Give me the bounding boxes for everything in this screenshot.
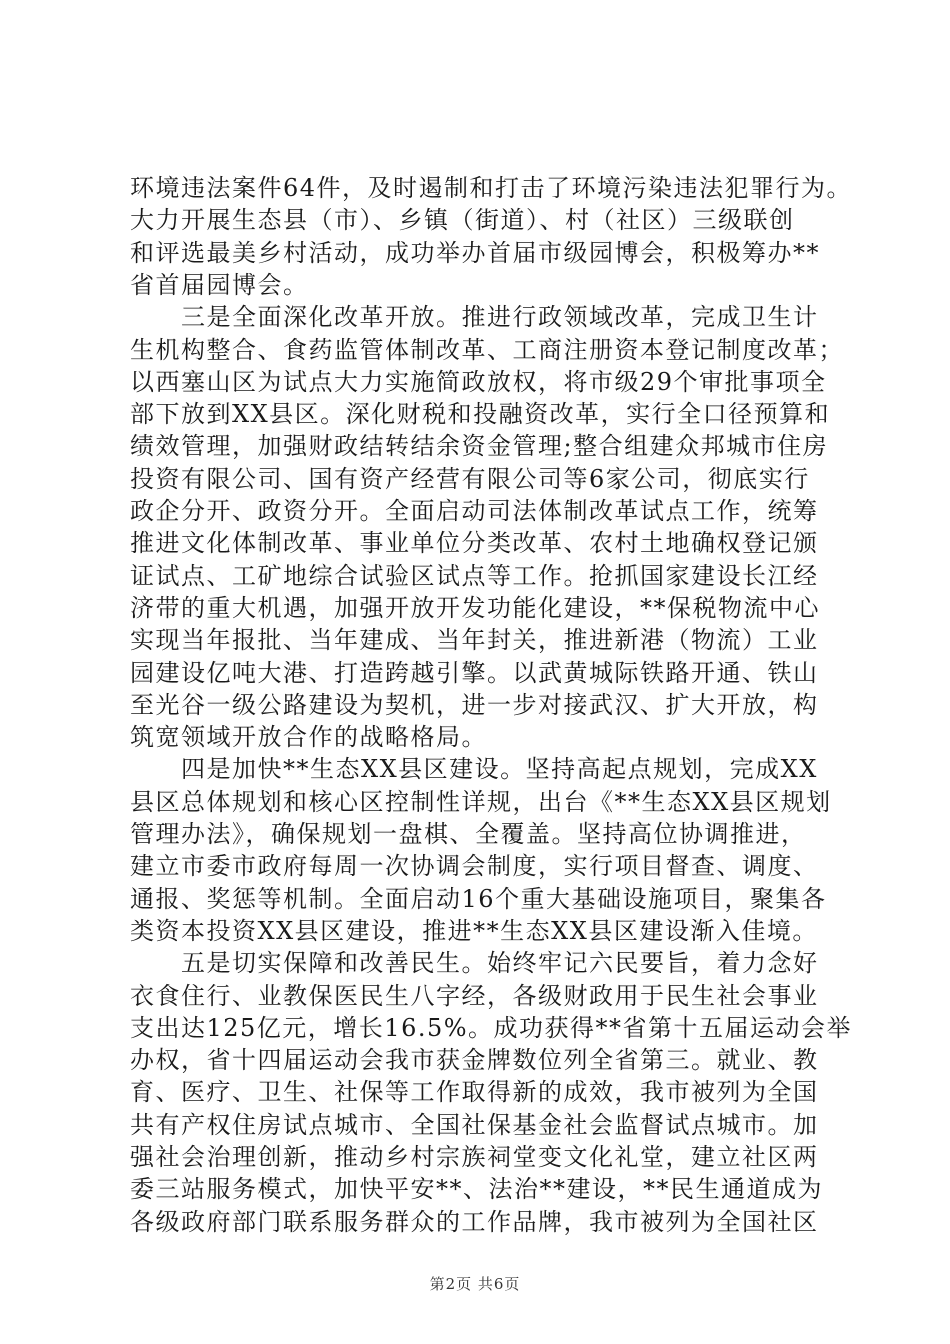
text-line: 推进文化体制改革、事业单位分类改革、农村土地确权登记颁: [130, 529, 819, 558]
text-line: 支出达125亿元，增长16.5%。成功获得**省第十五届运动会举: [130, 1013, 853, 1042]
text-line: 共有产权住房试点城市、全国社保基金社会监督试点城市。加: [130, 1110, 819, 1139]
text-line: 衣食住行、业教保医民生八字经，各级财政用于民生社会事业: [130, 981, 819, 1010]
text-line: 管理办法》，确保规划一盘棋、全覆盖。坚持高位协调推进，: [130, 820, 807, 848]
paragraph-start-line: 四是加快**生态XX县区建设。坚持高起点规划，完成XX: [130, 755, 818, 784]
page-number-footer: 第2页 共6页: [429, 1275, 521, 1293]
text-line: 各级政府部门联系服务群众的工作品牌，我市被列为全国社区: [130, 1207, 819, 1236]
paragraph-start-line: 三是全面深化改革开放。推进行政领域改革，完成卫生计: [130, 303, 819, 332]
text-line: 济带的重大机遇，加强开放开发功能化建设，**保税物流中心: [130, 593, 820, 622]
text-line: 类资本投资XX县区建设，推进**生态XX县区建设渐入佳境。: [130, 916, 818, 945]
text-line: 和评选最美乡村活动，成功举办首届市级园博会，积极筹办**: [130, 238, 820, 267]
text-line: 绩效管理，加强财政结转结余资金管理;整合组建众邦城市住房: [130, 432, 829, 461]
text-line: 投资有限公司、国有资产经营有限公司等6家公司，彻底实行: [130, 464, 810, 493]
text-line: 园建设亿吨大港、打造跨越引擎。以武黄城际铁路开通、铁山: [130, 658, 819, 687]
text-line: 省首届园博会。: [130, 270, 309, 299]
text-line: 生机构整合、食药监管体制改革、工商注册资本登记制度改革；: [130, 335, 844, 364]
text-line: 筑宽领域开放合作的战略格局。: [130, 723, 487, 752]
text-line: 政企分开、政资分开。全面启动司法体制改革试点工作，统筹: [130, 497, 819, 525]
text-line: 强社会治理创新，推动乡村宗族祠堂变文化礼堂，建立社区两: [130, 1143, 819, 1171]
text-line: 环境违法案件64件，及时遏制和打击了环境污染违法犯罪行为。: [130, 174, 853, 202]
text-line: 建立市委市政府每周一次协调会制度，实行项目督查、调度、: [130, 852, 819, 881]
text-line: 以西塞山区为试点大力实施简政放权，将市级29个审批事项全: [130, 367, 827, 396]
paragraph-start-line: 五是切实保障和改善民生。始终牢记六民要旨，着力念好: [130, 949, 819, 978]
text-line: 至光谷一级公路建设为契机，进一步对接武汉、扩大开放，构: [130, 690, 819, 719]
text-line: 委三站服务模式，加快平安**、法治**建设，**民生通道成为: [130, 1175, 823, 1204]
text-line: 实现当年报批、当年建成、当年封关，推进新港（物流）工业: [130, 626, 819, 655]
text-line: 部下放到XX县区。深化财税和投融资改革，实行全口径预算和: [130, 400, 831, 429]
text-line: 证试点、工矿地综合试验区试点等工作。抢抓国家建设长江经: [130, 561, 819, 590]
text-line: 县区总体规划和核心区控制性详规，出台《**生态XX县区规划: [130, 787, 832, 816]
text-line: 育、医疗、卫生、社保等工作取得新的成效，我市被列为全国: [130, 1078, 819, 1107]
text-line: 大力开展生态县（市）、乡镇（街道）、村（社区）三级联创: [130, 206, 795, 235]
text-line: 办权，省十四届运动会我市获金牌数位列全省第三。就业、教: [130, 1046, 819, 1075]
text-line: 通报、奖惩等机制。全面启动16个重大基础设施项目，聚集各: [130, 884, 827, 913]
